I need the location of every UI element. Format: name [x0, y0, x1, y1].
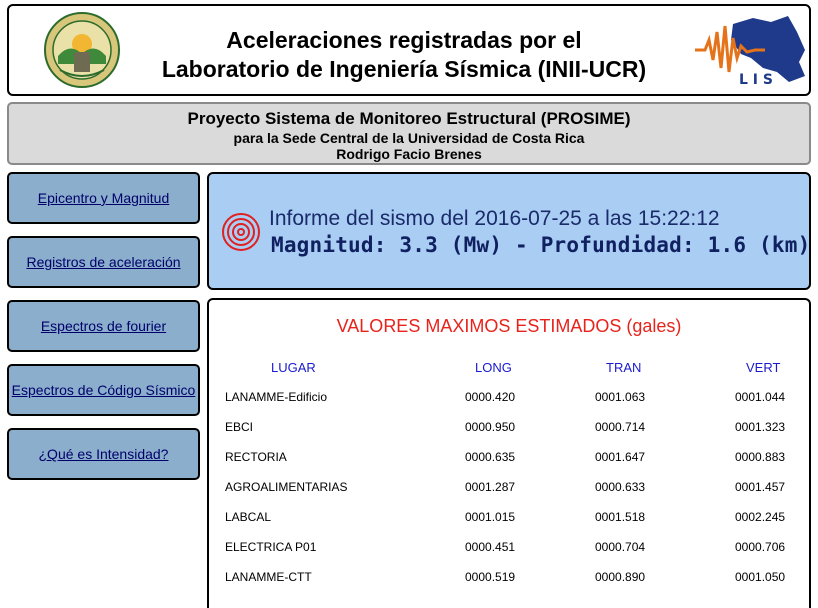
table-row [209, 510, 809, 530]
university-seal-logo [44, 12, 120, 88]
cell-long: 0000.451 [465, 540, 516, 554]
table-row [209, 540, 809, 560]
cell-vert: 0001.457 [735, 480, 786, 494]
lis-logo [693, 10, 809, 90]
nav-intensidad-button[interactable] [7, 428, 200, 480]
lis-logo-text: L I S [739, 72, 773, 88]
cell-vert: 0000.706 [735, 540, 786, 554]
cell-vert: 0001.044 [735, 390, 786, 404]
cell-vert: 0001.050 [735, 570, 786, 584]
earthquake-report-panel [207, 172, 811, 290]
cell-lugar: LANAMME-Edificio [225, 390, 328, 404]
cell-tran: 0001.063 [595, 390, 646, 404]
table-row [209, 570, 809, 590]
max-values-panel [207, 298, 811, 608]
nav-espectros-fourier-link[interactable]: Espectros de fourier [40, 318, 167, 334]
column-header-long: LONG [475, 360, 512, 375]
cell-lugar: AGROALIMENTARIAS [225, 480, 348, 494]
page-title-line-2: Laboratorio de Ingeniería Sísmica (INII-UCR) [161, 56, 647, 82]
cell-tran: 0000.704 [595, 540, 646, 554]
cell-tran: 0000.714 [595, 420, 646, 434]
cell-tran: 0001.518 [595, 510, 646, 524]
nav-espectros-fourier-button[interactable] [7, 300, 200, 352]
project-subtitle: para la Sede Central de la Universidad de Costa Rica [233, 130, 585, 146]
project-banner [7, 102, 811, 165]
column-header-lugar: LUGAR [271, 360, 316, 375]
nav-registros-aceleracion-link[interactable]: Registros de aceleración [26, 254, 181, 270]
cell-long: 0000.950 [465, 420, 516, 434]
nav-espectros-codigo-link[interactable]: Espectros de Código Sísmico [11, 382, 196, 398]
report-magnitude-line: Magnitud: 3.3 (Mw) - Profundidad: 1.6 (km) [271, 233, 811, 257]
cell-long: 0001.287 [465, 480, 516, 494]
page-title-line-1: Aceleraciones registradas por el [226, 27, 582, 53]
nav-espectros-codigo-button[interactable] [7, 364, 200, 416]
table-row [209, 480, 809, 500]
nav-registros-aceleracion-button[interactable] [7, 236, 200, 288]
column-header-vert: VERT [746, 360, 781, 375]
cell-long: 0000.519 [465, 570, 516, 584]
cell-lugar: LABCAL [225, 510, 272, 524]
project-title: Proyecto Sistema de Monitoreo Estructural (PROSIME) [187, 109, 631, 128]
cell-tran: 0001.647 [595, 450, 646, 464]
cell-vert: 0001.323 [735, 420, 786, 434]
table-row [209, 390, 809, 410]
table-row [209, 420, 809, 440]
cell-vert: 0002.245 [735, 510, 786, 524]
project-campus: Rodrigo Facio Brenes [336, 146, 482, 162]
cell-long: 0001.015 [465, 510, 516, 524]
table-row [209, 450, 809, 470]
cell-lugar: ELECTRICA P01 [225, 540, 317, 554]
cell-long: 0000.420 [465, 390, 516, 404]
page-header [7, 4, 811, 96]
cell-tran: 0000.890 [595, 570, 646, 584]
earthquake-ripple-icon [221, 212, 261, 252]
cell-lugar: EBCI [225, 420, 254, 434]
column-header-tran: TRAN [606, 360, 642, 375]
cell-vert: 0000.883 [735, 450, 786, 464]
nav-epicentro-magnitud-link[interactable]: Epicentro y Magnitud [37, 190, 170, 206]
page-title [149, 26, 659, 84]
cell-tran: 0000.633 [595, 480, 646, 494]
max-values-title: VALORES MAXIMOS ESTIMADOS (gales) [336, 316, 682, 336]
report-date-line: Informe del sismo del 2016-07-25 a las 15:22:12 [269, 207, 720, 230]
cell-lugar: LANAMME-CTT [225, 570, 312, 584]
nav-epicentro-magnitud-button[interactable] [7, 172, 200, 224]
cell-long: 0000.635 [465, 450, 516, 464]
cell-lugar: RECTORIA [225, 450, 287, 464]
nav-intensidad-link[interactable]: ¿Qué es Intensidad? [38, 446, 169, 462]
